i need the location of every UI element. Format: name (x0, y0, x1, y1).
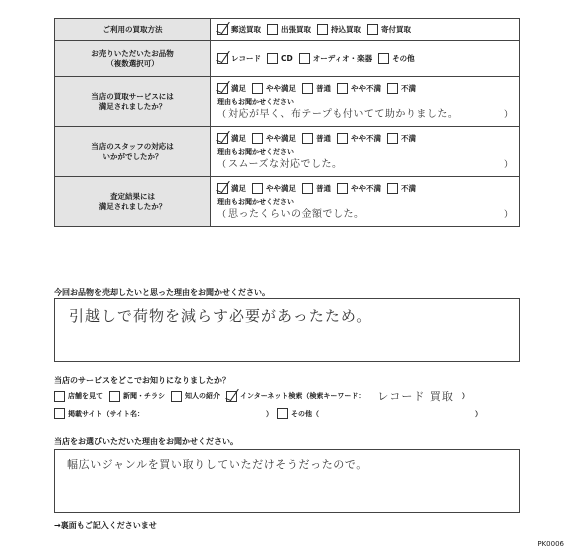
checkbox[interactable] (54, 391, 65, 402)
source-site-row (54, 408, 524, 419)
option-label: 不満 (401, 84, 416, 93)
source-option-label: 店舗を見て (68, 392, 103, 400)
source-heading: 当店のサービスをどこでお知りになりましたか？ (54, 376, 230, 385)
option[interactable] (217, 133, 246, 144)
options-row (217, 53, 513, 64)
checked-checkbox[interactable] (226, 391, 237, 402)
choose-reason-answer: 幅広いジャンルを買い取りしていただけそうだったので。 (67, 458, 368, 471)
sell-reason-heading: 今回お品物を売却したいと思った理由をお聞かせください。 (54, 288, 270, 297)
checkbox[interactable] (337, 183, 348, 194)
survey-body (55, 19, 520, 227)
answer-cell (211, 177, 520, 227)
checked-checkbox[interactable] (217, 53, 228, 64)
reason-answer: 対応が早く、布テープも付いてて助かりました。 (228, 109, 459, 120)
source-site-label: 掲載サイト（サイト名： (68, 409, 145, 418)
option-label: 満足 (231, 134, 246, 143)
sell-reason-answer: 引越しで荷物を減らす必要があったため。 (69, 307, 373, 325)
paren-open: （ (217, 160, 227, 170)
source-other-label: その他（ (291, 409, 320, 418)
paren-close: ） (503, 110, 513, 120)
option-label: 普通 (316, 134, 331, 143)
option-label: 郵送買取 (231, 25, 261, 34)
option[interactable] (217, 24, 261, 35)
checkbox[interactable] (367, 24, 378, 35)
source-option-label: インターネット検索（検索キーワード： (240, 392, 366, 400)
option-label: やや満足 (266, 184, 296, 193)
source-option-site[interactable] (54, 408, 144, 419)
option[interactable] (367, 24, 411, 35)
question-label: 査定結果には 満足されましたか？ (55, 177, 211, 227)
checked-checkbox[interactable] (217, 183, 228, 194)
survey-row (55, 177, 520, 227)
options-row (217, 133, 513, 144)
option[interactable] (252, 83, 296, 94)
source-option[interactable] (171, 391, 220, 402)
option[interactable] (302, 133, 331, 144)
paren-open: （ (217, 210, 227, 220)
sell-reason-box[interactable] (54, 298, 520, 362)
option-label: レコード (231, 54, 261, 63)
option[interactable] (299, 53, 372, 64)
paren-close: ） (503, 160, 513, 170)
option-label: その他 (392, 54, 415, 63)
option[interactable] (252, 133, 296, 144)
reason-input[interactable] (217, 207, 513, 220)
question-label: お売りいただいたお品物 （複数選択可） (55, 41, 211, 77)
option[interactable] (317, 24, 361, 35)
survey-row (55, 19, 520, 41)
checkbox[interactable] (252, 183, 263, 194)
reason-label: 理由もお聞かせください (217, 98, 294, 106)
checkbox[interactable] (54, 408, 65, 419)
answer-cell (211, 41, 520, 77)
paren-close: ） (503, 210, 513, 220)
option-label: やや不満 (351, 84, 381, 93)
checkbox[interactable] (302, 183, 313, 194)
checkbox[interactable] (267, 24, 278, 35)
checkbox[interactable] (277, 408, 288, 419)
option-label: CD (281, 54, 293, 63)
paren-close: ） (475, 409, 483, 418)
checkbox[interactable] (267, 53, 278, 64)
checkbox[interactable] (317, 24, 328, 35)
question-label: ご利用の買取方法 (55, 19, 211, 41)
question-label: 当店のスタッフの対応は いかがでしたか？ (55, 127, 211, 177)
checkbox[interactable] (109, 391, 120, 402)
option[interactable] (302, 83, 331, 94)
option-label: オーディオ・楽器 (312, 54, 373, 63)
reason-answer: 思ったくらいの金額でした。 (228, 209, 365, 220)
checkbox[interactable] (337, 83, 348, 94)
paren-open: （ (217, 110, 227, 120)
search-keyword-answer: レコード 買取 (377, 390, 454, 403)
checked-checkbox[interactable] (217, 83, 228, 94)
source-options-row (54, 388, 524, 404)
option-label: 不満 (401, 134, 416, 143)
option[interactable] (267, 24, 311, 35)
option-label: やや満足 (266, 134, 296, 143)
checkbox[interactable] (171, 391, 182, 402)
source-option-label: 知人の紹介 (185, 392, 220, 400)
option[interactable] (337, 133, 381, 144)
reason-label: 理由もお聞かせください (217, 148, 294, 156)
answer-cell (211, 77, 520, 127)
option[interactable] (217, 53, 261, 64)
reason-input[interactable] (217, 157, 513, 170)
option-label: やや不満 (351, 184, 381, 193)
option-label: 不満 (401, 184, 416, 193)
source-option[interactable] (226, 391, 365, 402)
survey-row (55, 127, 520, 177)
option[interactable] (337, 183, 381, 194)
survey-table (54, 18, 520, 227)
source-option[interactable] (54, 391, 103, 402)
checkbox[interactable] (387, 83, 398, 94)
survey-row (55, 41, 520, 77)
options-row (217, 24, 513, 35)
option[interactable] (267, 53, 293, 64)
option[interactable] (302, 183, 331, 194)
reason-input[interactable] (217, 107, 513, 120)
options-row (217, 183, 513, 194)
choose-reason-heading: 当店をお選びいただいた理由をお聞かせください。 (54, 437, 238, 446)
paren-close: ） (266, 409, 274, 418)
survey-row (55, 77, 520, 127)
option-label: 出張買取 (281, 25, 311, 34)
checkbox[interactable] (252, 133, 263, 144)
question-label: 当店の買取サービスには 満足されましたか？ (55, 77, 211, 127)
checkbox[interactable] (302, 83, 313, 94)
source-option[interactable] (109, 391, 165, 402)
checkbox[interactable] (302, 133, 313, 144)
option-label: やや不満 (351, 134, 381, 143)
option-label: やや満足 (266, 84, 296, 93)
source-option-other[interactable] (277, 408, 319, 419)
option[interactable] (252, 183, 296, 194)
answer-cell (211, 19, 520, 41)
option-label: 寄付買取 (381, 25, 411, 34)
source-option-label: 新聞・チラシ (123, 392, 165, 400)
option[interactable] (378, 53, 415, 64)
checkbox[interactable] (252, 83, 263, 94)
checked-checkbox[interactable] (217, 24, 228, 35)
option[interactable] (387, 83, 416, 94)
paren-close: ） (461, 392, 469, 400)
form-code: PK0006 (537, 540, 564, 548)
option[interactable] (217, 183, 246, 194)
option-label: 普通 (316, 184, 331, 193)
reason-label: 理由もお聞かせください (217, 198, 294, 206)
option-label: 持込買取 (331, 25, 361, 34)
checkbox[interactable] (387, 133, 398, 144)
option[interactable] (387, 133, 416, 144)
checkbox[interactable] (337, 133, 348, 144)
checkbox[interactable] (387, 183, 398, 194)
answer-cell (211, 127, 520, 177)
checkbox[interactable] (378, 53, 389, 64)
options-row (217, 83, 513, 94)
option[interactable] (337, 83, 381, 94)
option-label: 満足 (231, 184, 246, 193)
checkbox[interactable] (299, 53, 310, 64)
option-label: 普通 (316, 84, 331, 93)
option[interactable] (387, 183, 416, 194)
footer-note: →裏面もご記入くださいませ (54, 521, 157, 530)
option[interactable] (217, 83, 246, 94)
reason-answer: スムーズな対応でした。 (228, 159, 343, 170)
option-label: 満足 (231, 84, 246, 93)
checked-checkbox[interactable] (217, 133, 228, 144)
choose-reason-box[interactable] (54, 449, 520, 513)
